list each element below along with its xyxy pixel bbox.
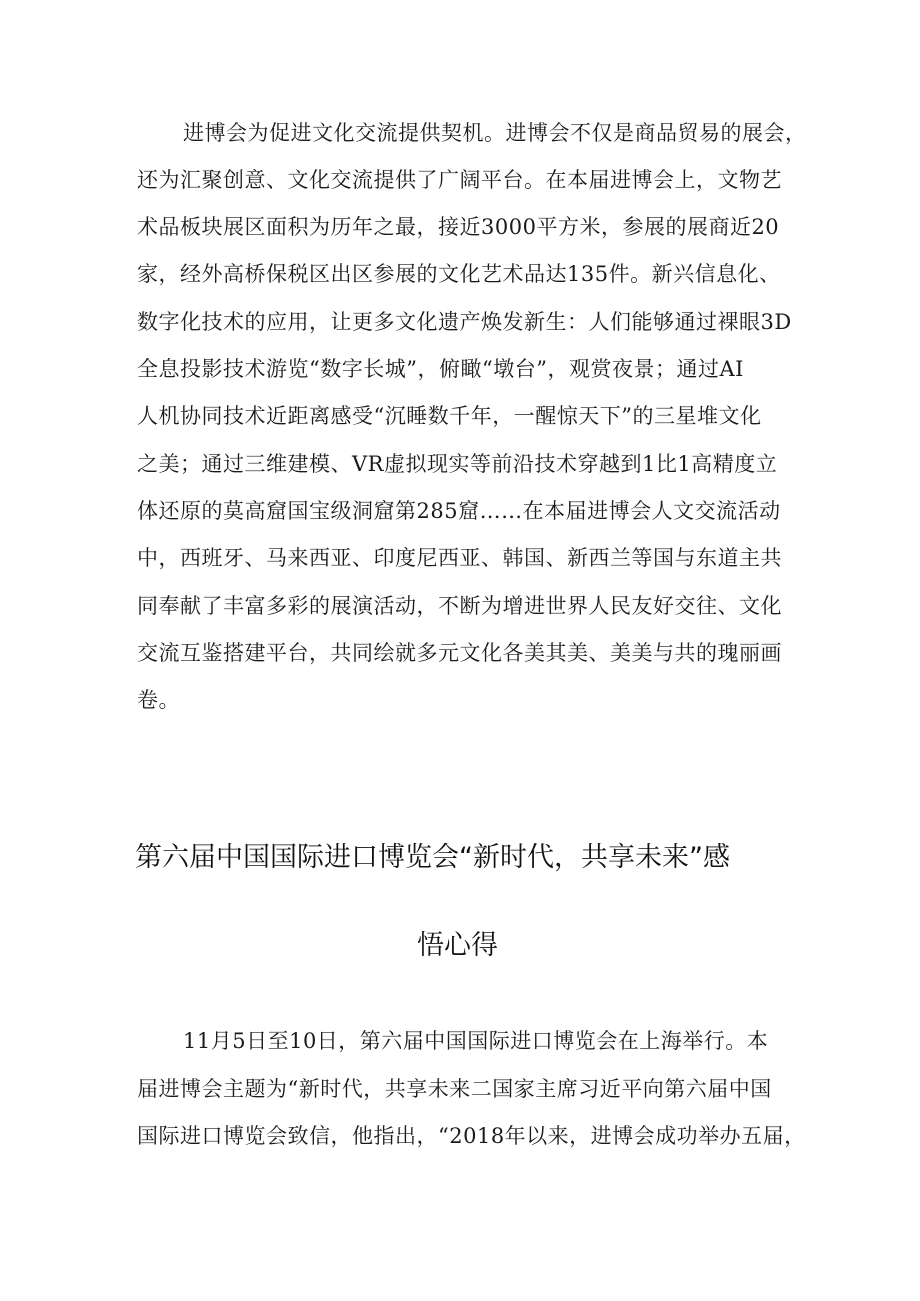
paragraph-1-line-2: 还为汇聚创意、文化交流提供了广阔平台。在本届进博会上，文物艺 (137, 168, 782, 192)
paragraph-1-line-1: 进博会为促进文化交流提供契机。进博会不仅是商品贸易的展会， (183, 121, 807, 145)
paragraph-1-line-4: 家，经外高桥保税区出区参展的文化艺术品达135件。新兴信息化、 (137, 262, 781, 286)
paragraph-1-line-7: 人机协同技术近距离感受“沉睡数千年，一醒惊天下”的三星堆文化 (137, 404, 762, 428)
paragraph-1-line-13: 卷。 (137, 688, 180, 712)
paragraph-2-line-1: 11月5日至10日，第六届中国国际进口博览会在上海举行。本 (183, 1029, 769, 1053)
section-title-line-1: 第六届中国国际进口博览会“新时代，共享未来”感 (135, 842, 730, 873)
section-title-line-2: 悟心得 (417, 930, 498, 961)
paragraph-1-line-5: 数字化技术的应用，让更多文化遗产焕发新生：人们能够通过裸眼3D (137, 310, 792, 334)
paragraph-1-line-6: 全息投影技术游览“数字长城”，俯瞰“墩台”，观赏夜景；通过AI (137, 357, 744, 381)
paragraph-1-line-12: 交流互鉴搭建平台，共同绘就多元文化各美其美、美美与共的瑰丽画 (137, 641, 782, 665)
paragraph-2-line-2: 届进博会主题为“新时代，共享未来二国家主席习近平向第六届中国 (137, 1077, 772, 1101)
paragraph-1-line-3: 术品板块展区面积为历年之最，接近3000平方米，参展的展商近20 (137, 215, 780, 239)
paragraph-2-line-3: 国际进口博览会致信，他指出，“2018年以来，进博会成功举办五届， (137, 1124, 806, 1148)
paragraph-1-line-9: 体还原的莫高窟国宝级洞窟第285窟……在本届进博会人文交流活动 (137, 499, 781, 523)
paragraph-1-line-11: 同奉献了丰富多彩的展演活动，不断为增进世界人民友好交往、文化 (137, 594, 782, 618)
paragraph-1-line-10: 中，西班牙、马来西亚、印度尼西亚、韩国、新西兰等国与东道主共 (137, 546, 782, 570)
paragraph-1-line-8: 之美；通过三维建模、VR虚拟现实等前沿技术穿越到1比1高精度立 (137, 452, 778, 476)
